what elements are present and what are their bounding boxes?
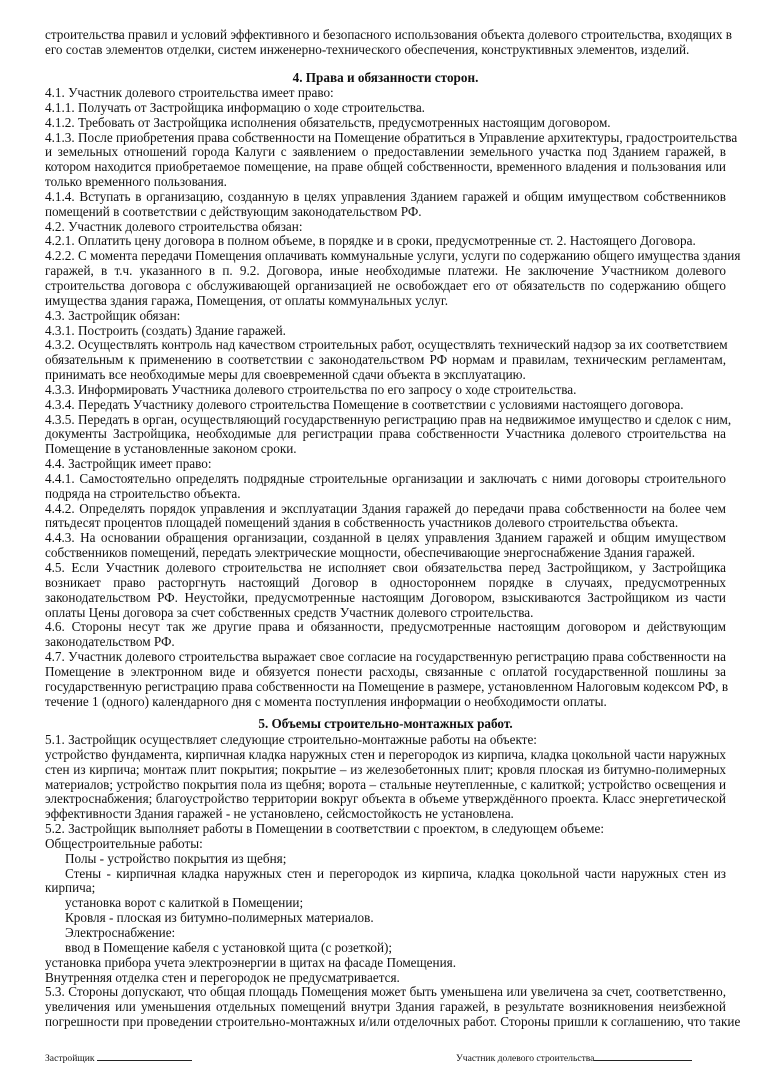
text-line: 4.7. Участник долевого строительства выражает свое согласие на государственную регистрацию права собственности на [45, 649, 726, 665]
text-line: 4.3. Застройщик обязан: [45, 307, 181, 323]
text-line: собственников помещений, передать электрические мощности, обеспечивающие энергоснабжение Здания гаражей. [45, 545, 696, 561]
text-line: пятьдесят процентов площадей помещений здания в собственность участников долевого строительства объекта. [45, 515, 679, 531]
paragraph [45, 27, 732, 58]
text-line: Общестроительные работы: [45, 835, 203, 851]
text-line: и земельных отношений города Калуги с заявлением о предоставлении земельного участка под Зданием гаражей, в [45, 144, 726, 160]
text-line: обязательным к применению в соответствии с законодательством РФ нормам и правилам, техническим регламентам, [45, 352, 726, 368]
text-line: 4.2.2. С момента передачи Помещения оплачивать коммунальные услуги, услуги по содержанию общего имущества здания [45, 248, 741, 264]
paragraph [45, 971, 726, 986]
text-line: материалов; устройство покрытия пола из щебня; ворота – стальные неутепленные, с калиткой; устройство освещения и [45, 776, 726, 792]
paragraph [45, 472, 726, 502]
participant-signature-label: Участник долевого строительства [456, 1053, 595, 1064]
text-line: 4.3.1. Построить (создать) Здание гаражей. [45, 322, 286, 338]
text-line: Кровля - плоская из битумно-полимерных материалов. [65, 910, 374, 926]
intro-text [45, 27, 732, 58]
text-line: 4.3.3. Информировать Участника долевого строительства по его запросу о ходе строительства. [45, 381, 577, 397]
paragraph [45, 956, 726, 971]
text-line: 4.1.3. После приобретения права собственности на Помещение обратиться в Управление архитектуры, градостроительства [45, 129, 738, 145]
section-5-heading: 5. Объемы строительно-монтажных работ. [258, 716, 513, 731]
paragraph [45, 324, 726, 339]
paragraph [45, 190, 726, 220]
paragraph [45, 561, 726, 620]
text-line: 4.6. Стороны несут так же другие права и обязанности, предусмотренные настоящим договором и действующим [45, 619, 726, 635]
text-line: 4.4.3. На основании обращения организации, созданной в целях управления Зданием гаражей и общим имуществом [45, 530, 726, 546]
paragraph [45, 101, 726, 116]
paragraph [45, 86, 726, 101]
paragraph [45, 309, 726, 324]
developer-signature-label: Застройщик [45, 1053, 95, 1064]
text-line: Помещение в электронном виде и обязуется понести расходы, связанные с оплатой государственной пошлины за [45, 663, 726, 679]
text-line: котором находится приобретаемое помещение, на праве общей собственности, временного владения и пользования или [45, 159, 726, 175]
text-line: 4.2. Участник долевого строительства обязан: [45, 218, 303, 234]
paragraph [45, 852, 726, 867]
text-line: 4.5. Если Участник долевого строительства не исполняет свои обязательства перед Застройщиком, у Застройщика [45, 560, 726, 575]
text-line: его состав элементов отделки, систем инженерно-технического обеспечения, конструктивных элементов, изделий. [45, 41, 690, 57]
text-line: 4.4. Застройщик имеет право: [45, 456, 212, 472]
text-line: ввод в Помещение кабеля с установкой щита (с розеткой); [65, 939, 393, 955]
text-line: принимать все необходимые меры для своевременной сдачи объекта в эксплуатацию. [45, 367, 526, 383]
text-line: 4.1.2. Требовать от Застройщика исполнения обязательств, предусмотренных настоящим договором. [45, 114, 611, 130]
text-line: 4.1. Участник долевого строительства имеет право: [45, 85, 334, 100]
paragraph [45, 338, 726, 383]
text-line: установка прибора учета электроэнергии в щитах на фасаде Помещения. [45, 954, 457, 970]
paragraph [45, 411, 732, 458]
text-line: только временного пользования. [45, 174, 227, 190]
text-line: 5.1. Застройщик осуществляет следующие строительно-монтажные работы на объекте: [45, 732, 537, 747]
text-line: электроснабжения; благоустройство территории вокруг объекта в объеме утверждённого проекта. Класс энергетической [45, 791, 726, 807]
developer-signature [45, 1051, 192, 1065]
paragraph [45, 911, 726, 926]
paragraph [45, 457, 726, 472]
text-line: документы Застройщика, необходимые для регистрации права собственности Участника долевого строительства на [45, 426, 726, 442]
text-line: стен из кирпича; монтаж плит покрытия; покрытие – из железобетонных плит; кровля плоская из битумно-полимерных [45, 761, 726, 777]
text-line: 4.1.1. Получать от Застройщика информацию о ходе строительства. [45, 99, 425, 115]
paragraph [45, 620, 726, 650]
paragraph [45, 649, 729, 709]
paragraph [45, 837, 726, 852]
paragraph [45, 398, 726, 413]
text-line: кирпича; [45, 880, 96, 896]
text-line: возникает право расторгнуть настоящий Договор в одностороннем порядке в случаях, предусмотренных [45, 574, 726, 590]
text-line: 4.3.5. Передать в орган, осуществляющий государственную регистрацию прав на недвижимое имущество и сделок с ним, [45, 411, 732, 427]
text-line: строительства договора с обслуживающей организацией не освобождает его от обязательств по содержанию общего [45, 277, 726, 293]
section-4-heading: 4. Права и обязанности сторон. [292, 70, 479, 85]
text-line: 4.4.1. Самостоятельно определять подрядные строительные организации и заключать с ними договоры строительного [45, 470, 726, 486]
text-line: течение 1 (одного) календарного дня с момента поступления информации о необходимости оплаты. [45, 693, 607, 709]
text-line: помещений в соответствии с действующим законодательством РФ. [45, 203, 422, 219]
paragraph [45, 234, 726, 249]
text-line: Полы - устройство покрытия из щебня; [65, 850, 287, 866]
paragraph [45, 822, 726, 837]
developer-signature-line[interactable] [97, 1051, 192, 1061]
text-line: 4.4.2. Определять порядок управления и эксплуатации Здания гаражей до передачи права собственности на более чем [45, 500, 726, 516]
paragraph [45, 941, 726, 956]
paragraph [45, 896, 726, 911]
paragraph [45, 129, 738, 190]
text-line: 4.1.4. Вступать в организацию, созданную в целях управления Зданием гаражей и общим имуществом собственников [45, 188, 726, 204]
text-line: увеличения или уменьшения отдельных помещений внутри Здания гаражей, в результате возникновения неизбежной [45, 999, 726, 1015]
paragraph [45, 748, 726, 822]
text-line: 4.3.2. Осуществлять контроль над качеством строительных работ, осуществлять технический надзор за их соответствием [45, 337, 728, 353]
text-line: погрешности при проведении строительно-монтажных и/или отделочных работ. Стороны пришли к соглашению, что такие [45, 1014, 741, 1030]
paragraph [45, 867, 726, 897]
text-line: Стены - кирпичная кладка наружных стен и перегородок из кирпича, кладка цокольной части наружных стен из [65, 865, 726, 881]
paragraph [45, 383, 726, 398]
section-4-body [45, 85, 741, 709]
text-line: эффективности Здания гаражей - не установлено, сейсмостойкость не установлена. [45, 806, 514, 822]
paragraph [45, 220, 726, 235]
text-line: Помещение в установленные законом сроки. [45, 441, 297, 457]
text-line: 5.3. Стороны допускают, что общая площадь Помещения может быть уменьшена или увеличена за счет, соответственно, [45, 984, 726, 1000]
text-line: Электроснабжение: [65, 924, 176, 940]
paragraph [45, 531, 726, 561]
text-line: 4.2.1. Оплатить цену договора в полном объеме, в порядке и в сроки, предусмотренные ст. 2. Настоящего Договора. [45, 233, 696, 249]
paragraph [45, 733, 726, 748]
text-line: гаражей, в т.ч. указанного в п. 9.2. Договора, иные необходимые платежи. Не заключение Участником долевого [45, 263, 726, 279]
paragraph [45, 502, 726, 532]
paragraph [45, 116, 726, 131]
text-line: подряда на строительство объекта. [45, 485, 241, 501]
text-line: оплаты Цены договора за счет собственных средств Участник долевого строительства. [45, 604, 534, 620]
text-line: установка ворот с калиткой в Помещении; [65, 895, 304, 911]
paragraph [45, 984, 741, 1030]
paragraph [45, 926, 726, 941]
participant-signature-line[interactable] [594, 1051, 692, 1061]
text-line: законодательством РФ. [45, 634, 175, 650]
text-line: устройство фундамента, кирпичная кладка наружных стен и перегородок из кирпича, кладка цокольной части наружных [45, 746, 726, 762]
text-line: государственную регистрацию права собственности на Помещение в размере, установленном Налоговым кодексом РФ, в [45, 678, 729, 694]
section-5-body [45, 732, 741, 1030]
text-line: 5.2. Застройщик выполняет работы в Помещении в соответствии с проектом, в следующем объеме: [45, 821, 605, 837]
paragraph [45, 248, 741, 308]
text-line: законодательством РФ. Неустойки, предусмотренные настоящим Договором, взыскиваются Застройщиком из части [45, 589, 726, 605]
participant-signature [456, 1051, 692, 1065]
text-line: строительства правил и условий эффективного и безопасного использования объекта долевого строительства, входящих в [45, 27, 732, 42]
text-line: Внутренняя отделка стен и перегородок не предусматривается. [45, 969, 400, 985]
text-line: 4.3.4. Передать Участнику долевого строительства Помещение в соответствии с условиями настоящего договора. [45, 396, 684, 412]
text-line: имущества здания гаража, Помещения, от оплаты коммунальных услуг. [45, 292, 449, 308]
